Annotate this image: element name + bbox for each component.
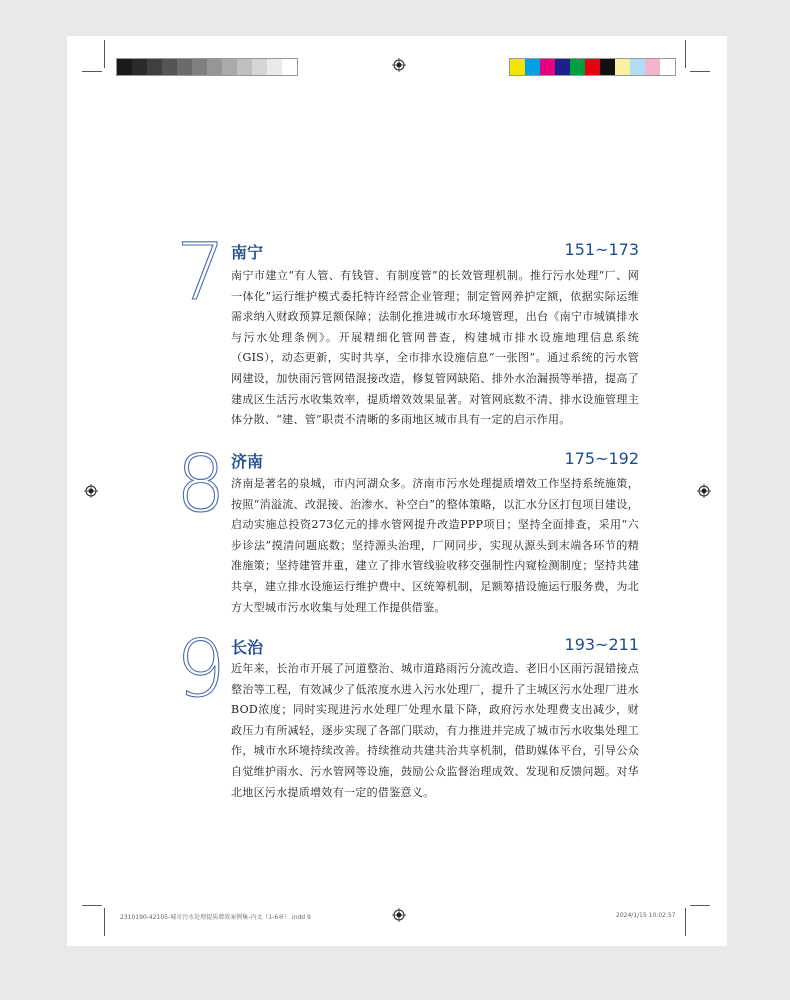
section-paragraph: 近年来，长治市开展了河道整治、城市道路雨污分流改造、老旧小区雨污混错接点整治等工程，有效减少了低浓度水进入污水处理厂，提升了主城区污水处理厂进水BOD浓度；同时实现进污水处理厂处理水量下降，政府污水处理费支出减少，财政压力有所减轻，逐步实现了各部门联动，有力推进并完成了城市污水收集处理工作，城市水环境持续改善。持续推动共建共治共享机制，借助媒体平台，引导公众自觉维护雨水、污水管网等设施，鼓励公众监督治理成效、发现和反馈问题。对华北地区污水提质增效有一定的借鉴意义。 [231,662,639,799]
color-swatch [192,59,207,75]
section-page-range: 175~192 [564,449,639,468]
color-swatch [660,59,675,75]
color-swatch [510,59,525,75]
color-swatch [147,59,162,75]
section-page-range: 193~211 [564,635,639,654]
color-swatch [525,59,540,75]
color-swatch [177,59,192,75]
color-swatch [207,59,222,75]
section-number: 7 [176,228,226,318]
section-city-title: 南宁 [231,243,264,262]
registration-mark-icon [392,908,406,922]
process-color-bar [509,58,676,76]
color-swatch [540,59,555,75]
registration-mark-icon [697,484,711,498]
color-swatch [117,59,132,75]
section-number: 8 [176,440,226,530]
section-paragraph: 济南是著名的泉城，市内河湖众多。济南市污水处理提质增效工作坚持系统施策，按照“消溢流、改混接、治渗水、补空白”的整体策略，以汇水分区打包项目建设，启动实施总投资273亿元的排水管网提升改造PPP项目；坚持全面排查，采用“六步诊法”摸清问题底数；坚持源头治理，厂网同步，实现从源头到末端各环节的精准施策；坚持建管并重，建立了排水管线验收移交强制性内窥检测制度；坚持共建共享，建立排水设施运行维护费中、区统筹机制，足额筹措设施运行服务费，为北方大型城市污水收集与处理工作提供借鉴。 [231,477,639,614]
registration-mark-icon [392,58,406,72]
color-swatch [282,59,297,75]
section-paragraph: 南宁市建立“有人管、有钱管、有制度管”的长效管理机制。推行污水处理“厂、网一体化”运行维护模式委托特许经营企业管理；制定管网养护定额，依据实际运维需求纳入财政预算足额保障；法制化推进城市水环境管理，出台《南宁市城镇排水与污水处理条例》。开展精细化管网普查，构建城市排水设施地理信息系统（GIS），动态更新，实时共享，全市排水设施信息“一张图”。通过系统的污水管网建设，加快雨污管网错混接改造，修复管网缺陷、排外水治漏损等举措，提高了建成区生活污水收集效率，提质增效效果显著。对管网底数不清、排水设施管理主体分散、“建、管”职责不清晰的多雨地区城市具有一定的启示作用。 [231,269,639,427]
slug-file-info: 2310190-42105-城市污水处理提质增效案例集-内文（1-6章）.indd 9 [120,914,311,921]
section-page-range: 151~173 [564,240,639,259]
color-swatch [222,59,237,75]
section-city-title: 济南 [231,452,264,471]
section-number: 9 [176,625,226,715]
color-swatch [132,59,147,75]
color-swatch [252,59,267,75]
color-swatch [600,59,615,75]
registration-mark-icon [84,484,98,498]
slug-timestamp: 2024/1/15 10:02:57 [616,912,676,919]
color-swatch [570,59,585,75]
color-swatch [585,59,600,75]
color-swatch [615,59,630,75]
color-swatch [645,59,660,75]
grayscale-color-bar [116,58,298,76]
color-swatch [630,59,645,75]
section-city-title: 长治 [231,638,264,657]
color-swatch [162,59,177,75]
color-swatch [237,59,252,75]
color-swatch [555,59,570,75]
color-swatch [267,59,282,75]
